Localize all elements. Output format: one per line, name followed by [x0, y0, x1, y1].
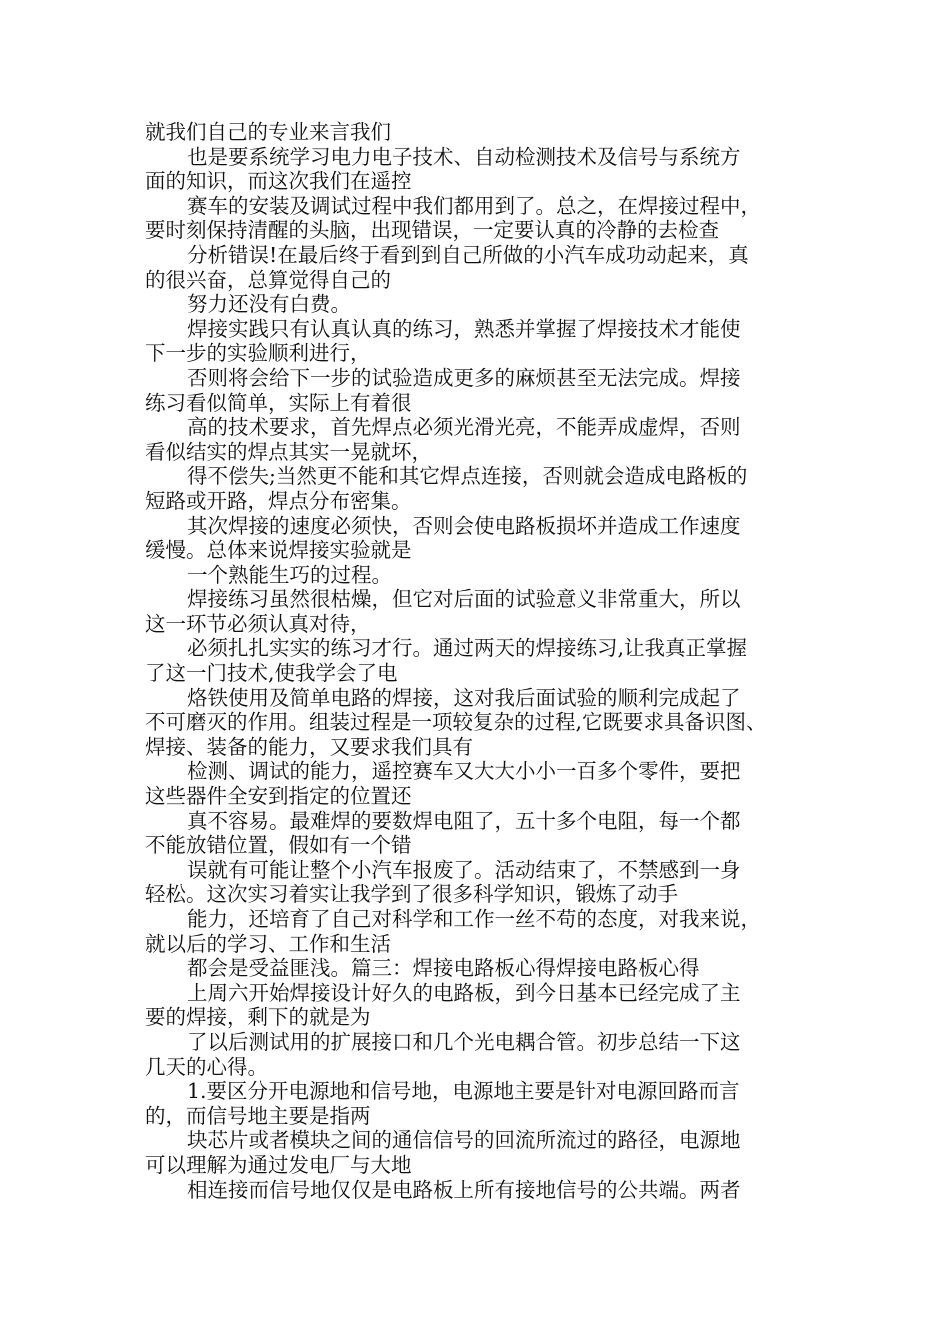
text-line: 1.要区分开电源地和信号地，电源地主要是针对电源回路而言 — [187, 1079, 740, 1104]
text-line: 不能放错位置，假如有一个错 — [145, 833, 412, 858]
text-line: 可以理解为通过发电厂与大地 — [145, 1152, 412, 1177]
text-line: 焊接实践只有认真认真的练习，熟悉并掌握了焊接技术才能使 — [187, 316, 741, 341]
text-line: 轻松。这次实习着实让我学到了很多科学知识，锻炼了动手 — [145, 882, 678, 907]
text-line: 赛车的安装及调试过程中我们都用到了。总之，在焊接过程中， — [187, 193, 761, 218]
text-line: 面的知识，而这次我们在遥控 — [145, 169, 412, 194]
text-line: 检测、调试的能力，遥控赛车又大大小小一百多个零件，要把 — [187, 759, 741, 784]
text-line: 分析错误!在最后终于看到到自己所做的小汽车成功动起来，真 — [187, 242, 749, 267]
text-line: 块芯片或者模块之间的通信信号的回流所流过的路径，电源地 — [187, 1128, 741, 1153]
text-line: 就以后的学习、工作和生活 — [145, 931, 391, 956]
text-line: 就我们自己的专业来言我们 — [145, 120, 391, 144]
text-line: 了这一门技术,使我学会了电 — [145, 661, 398, 686]
text-line: 必须扎扎实实的练习才行。通过两天的焊接练习,让我真正掌握 — [187, 636, 748, 661]
text-line: 误就有可能让整个小汽车报废了。活动结束了，不禁感到一身 — [187, 857, 741, 882]
text-line: 这些器件全安到指定的位置还 — [145, 784, 412, 809]
text-line: 下一步的实验顺利进行， — [145, 341, 371, 366]
text-line: 一个熟能生巧的过程。 — [187, 562, 392, 587]
text-line: 这一环节必须认真对待， — [145, 611, 371, 636]
text-line: 要时刻保持清醒的头脑，出现错误，一定要认真的冷静的去检查 — [145, 218, 719, 243]
text-line: 都会是受益匪浅。篇三：焊接电路板心得焊接电路板心得 — [187, 956, 700, 981]
text-line: 几天的心得。 — [145, 1054, 268, 1079]
text-line: 其次焊接的速度必须快，否则会使电路板损坏并造成工作速度 — [187, 513, 741, 538]
text-line: 了以后测试用的扩展接口和几个光电耦合管。初步总结一下这 — [187, 1029, 741, 1054]
text-line: 得不偿失;当然更不能和其它焊点连接，否则就会造成电路板的 — [187, 464, 748, 489]
text-line: 缓慢。总体来说焊接实验就是 — [145, 538, 412, 563]
text-line: 焊接、装备的能力，又要求我们具有 — [145, 734, 473, 759]
document-body-text — [145, 120, 810, 1202]
text-line: 不可磨灭的作用。组装过程是一项较复杂的过程,它既要求具备识图、 — [145, 710, 767, 735]
text-line: 真不容易。最难焊的要数焊电阻了，五十多个电阻，每一个都 — [187, 808, 741, 833]
text-line: 也是要系统学习电力电子技术、自动检测技术及信号与系统方 — [187, 144, 741, 169]
text-line: 练习看似简单，实际上有着很 — [145, 390, 412, 415]
text-line: 相连接而信号地仅仅是电路板上所有接地信号的公共端。两者 — [187, 1177, 741, 1202]
text-line: 焊接练习虽然很枯燥，但它对后面的试验意义非常重大，所以 — [187, 587, 741, 612]
text-line: 上周六开始焊接设计好久的电路板，到今日基本已经完成了主 — [187, 980, 741, 1005]
text-line: 的很兴奋，总算觉得自己的 — [145, 267, 391, 292]
text-line: 的，而信号地主要是指两 — [145, 1103, 371, 1128]
text-line: 高的技术要求，首先焊点必须光滑光亮，不能弄成虚焊，否则 — [187, 415, 741, 440]
text-line: 烙铁使用及简单电路的焊接，这对我后面试验的顺利完成起了 — [187, 685, 741, 710]
text-line: 能力，还培育了自己对科学和工作一丝不苟的态度，对我来说， — [187, 907, 761, 931]
text-line: 否则将会给下一步的试验造成更多的麻烦甚至无法完成。焊接 — [187, 365, 741, 390]
text-line: 短路或开路，焊点分布密集。 — [145, 488, 412, 513]
text-line: 要的焊接，剩下的就是为 — [145, 1005, 371, 1030]
text-line: 看似结实的焊点其实一晃就坏， — [145, 439, 432, 464]
text-line: 努力还没有白费。 — [187, 292, 351, 317]
